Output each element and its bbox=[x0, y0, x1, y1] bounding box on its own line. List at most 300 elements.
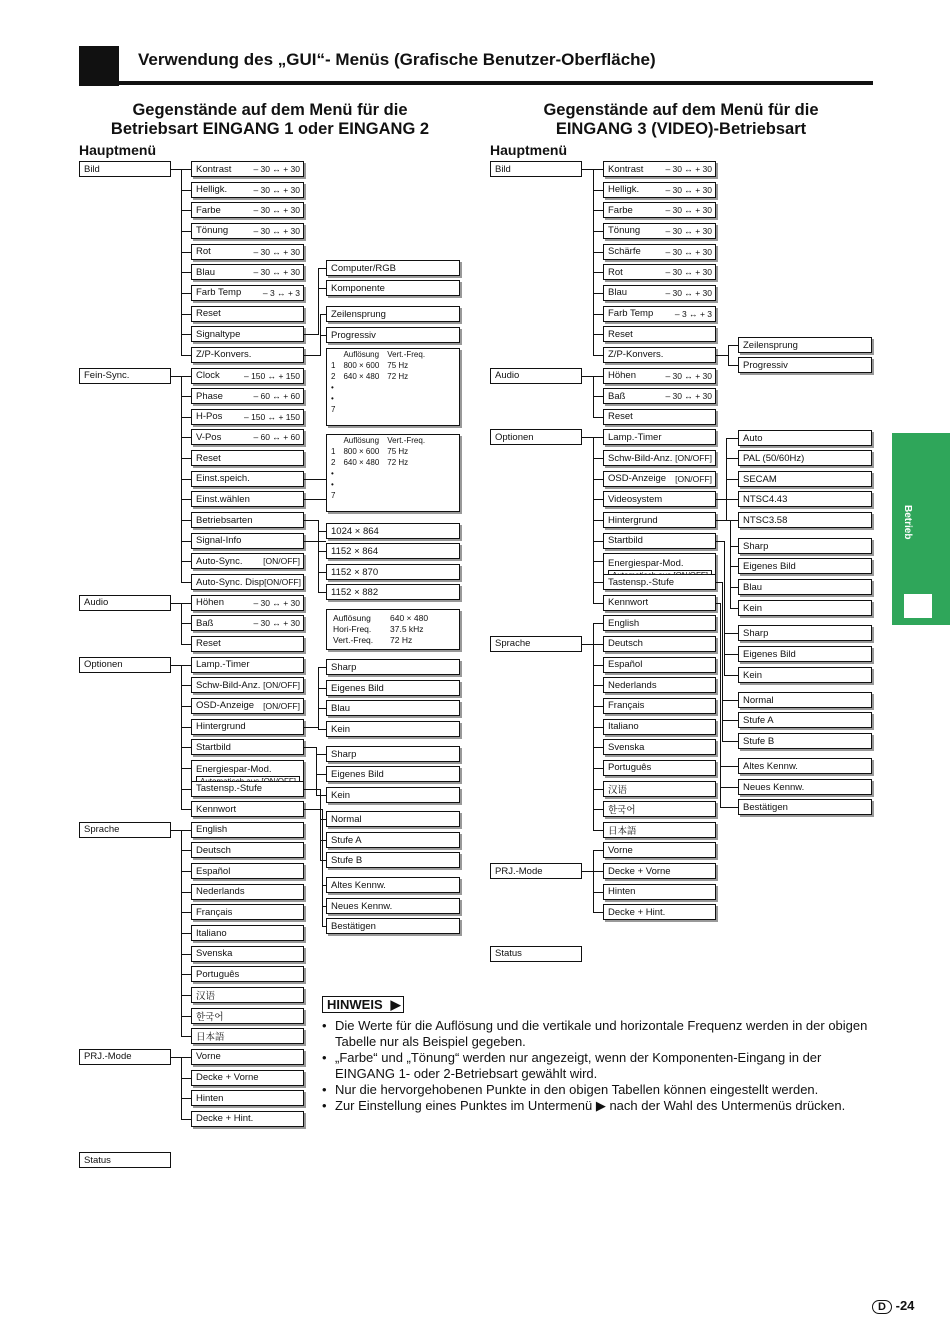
item-label: Blau bbox=[196, 266, 216, 278]
option-item[interactable] bbox=[738, 430, 872, 446]
page-title: Verwendung des „GUI“- Menüs (Grafische Benutzer-Oberfläche) bbox=[138, 50, 656, 69]
main-menu-status[interactable] bbox=[79, 1152, 171, 1168]
option-item[interactable] bbox=[738, 799, 872, 815]
item-label: Deutsch bbox=[196, 844, 231, 856]
connector-line bbox=[304, 355, 320, 356]
value-range: – 30 ↔ + 30 bbox=[253, 164, 300, 174]
item-label: Eigenes Bild bbox=[331, 768, 384, 780]
item-label: Höhen bbox=[196, 597, 224, 609]
item-label: Decke + Vorne bbox=[608, 865, 671, 877]
submenu-item[interactable] bbox=[191, 1090, 304, 1106]
connector-line bbox=[181, 314, 191, 315]
submenu-item[interactable] bbox=[191, 409, 304, 425]
submenu-item[interactable] bbox=[603, 904, 716, 920]
submenu-item[interactable] bbox=[603, 677, 716, 693]
submenu-item[interactable] bbox=[603, 657, 716, 673]
submenu-item[interactable] bbox=[603, 388, 716, 404]
submenu-item[interactable] bbox=[603, 698, 716, 714]
connector-line bbox=[593, 314, 603, 315]
value-range: – 30 ↔ + 30 bbox=[665, 225, 712, 236]
title-rule bbox=[79, 81, 873, 85]
item-label: Computer/RGB bbox=[331, 262, 396, 274]
item-label: Sharp bbox=[743, 540, 769, 552]
item-label: 한국어 bbox=[196, 1011, 224, 1023]
left-hauptmenu-label: Hauptmenü bbox=[79, 142, 156, 158]
option-item[interactable] bbox=[738, 450, 872, 466]
connector-line bbox=[181, 541, 191, 542]
value-range: – 3 ↔ + 3 bbox=[262, 287, 300, 298]
submenu-item[interactable] bbox=[191, 739, 304, 755]
option-item[interactable] bbox=[326, 523, 460, 539]
connector-line bbox=[593, 768, 603, 769]
connector-line bbox=[181, 1057, 182, 1120]
item-label: Z/P-Konvers. bbox=[196, 349, 252, 361]
submenu-item[interactable] bbox=[191, 161, 304, 177]
option-item[interactable] bbox=[738, 512, 872, 528]
submenu-item[interactable] bbox=[191, 285, 304, 301]
option-item[interactable] bbox=[738, 667, 872, 683]
item-label: Auto bbox=[743, 432, 763, 444]
item-label: Startbild bbox=[196, 741, 231, 753]
submenu-item[interactable] bbox=[191, 182, 304, 198]
connector-line bbox=[181, 892, 191, 893]
remote-hand-icon bbox=[79, 46, 119, 86]
item-label: Decke + Hint. bbox=[196, 1113, 254, 1125]
connector-line bbox=[593, 665, 603, 666]
item-label: Baß bbox=[196, 617, 214, 629]
submenu-item[interactable] bbox=[191, 781, 304, 797]
connector-line bbox=[593, 830, 603, 831]
right-hauptmenu-label: Hauptmenü bbox=[490, 142, 567, 158]
connector-line bbox=[593, 355, 603, 356]
connector-line bbox=[582, 644, 593, 645]
connector-line bbox=[181, 768, 191, 769]
item-label: Normal bbox=[743, 694, 774, 706]
submenu-item[interactable] bbox=[191, 884, 304, 900]
submenu-item[interactable] bbox=[191, 471, 304, 487]
submenu-item[interactable] bbox=[603, 285, 716, 301]
value-range: – 30 ↔ + 30 bbox=[253, 184, 300, 195]
connector-line bbox=[304, 747, 316, 748]
connector-line bbox=[720, 766, 738, 767]
option-item[interactable] bbox=[738, 491, 872, 507]
main-menu-bild[interactable] bbox=[490, 161, 582, 177]
option-item[interactable] bbox=[326, 564, 460, 580]
value-range: [ON/OFF] bbox=[675, 453, 712, 464]
connector-line bbox=[593, 809, 603, 810]
main-menu-feinsync[interactable] bbox=[79, 368, 171, 384]
connector-line bbox=[318, 667, 319, 730]
signal-info-panel bbox=[326, 609, 460, 650]
connector-line bbox=[322, 885, 326, 886]
submenu-item[interactable] bbox=[603, 161, 716, 177]
option-item[interactable] bbox=[738, 692, 872, 708]
item-label: Blau bbox=[743, 581, 763, 593]
submenu-item[interactable] bbox=[603, 347, 716, 363]
connector-line bbox=[716, 499, 726, 500]
connector-line bbox=[593, 685, 603, 686]
item-label: Eigenes Bild bbox=[743, 560, 796, 572]
submenu-item[interactable] bbox=[191, 1049, 304, 1065]
submenu-item[interactable] bbox=[603, 306, 716, 322]
main-menu-audio[interactable] bbox=[79, 595, 171, 611]
save-slots-table bbox=[326, 348, 460, 426]
option-item[interactable] bbox=[326, 584, 460, 600]
item-label: Kontrast bbox=[608, 163, 644, 175]
main-menu-bild[interactable] bbox=[79, 161, 171, 177]
submenu-item[interactable] bbox=[603, 863, 716, 879]
value-range: – 30 ↔ + 30 bbox=[253, 618, 300, 629]
value-range: – 60 ↔ + 60 bbox=[253, 391, 300, 402]
submenu-item[interactable] bbox=[191, 1111, 304, 1127]
item-label: 日本語 bbox=[196, 1032, 225, 1044]
item-label: Optionen bbox=[84, 659, 123, 671]
submenu-item[interactable] bbox=[191, 202, 304, 218]
signal-info-row: Hori-Freq. 37.5 kHz bbox=[333, 624, 424, 634]
submenu-item[interactable] bbox=[191, 223, 304, 239]
option-item[interactable] bbox=[326, 787, 460, 803]
connector-line bbox=[304, 479, 326, 480]
option-item[interactable] bbox=[738, 337, 872, 353]
submenu-item[interactable] bbox=[191, 1028, 304, 1044]
connector-line bbox=[181, 1057, 191, 1058]
item-label: PRJ.-Mode bbox=[84, 1051, 132, 1063]
connector-line bbox=[593, 520, 603, 521]
item-label: Kein bbox=[331, 789, 351, 801]
submenu-item[interactable] bbox=[603, 884, 716, 900]
connector-line bbox=[593, 499, 603, 500]
submenu-item[interactable] bbox=[191, 595, 304, 611]
submenu-item[interactable] bbox=[191, 904, 304, 920]
submenu-item[interactable] bbox=[603, 512, 716, 528]
main-menu-optionen[interactable] bbox=[79, 657, 171, 673]
connector-line bbox=[171, 665, 181, 666]
item-label: Vorne bbox=[608, 844, 633, 856]
connector-line bbox=[728, 365, 738, 366]
submenu-item[interactable] bbox=[191, 388, 304, 404]
option-item[interactable] bbox=[326, 746, 460, 762]
item-label: Sprache bbox=[495, 638, 531, 650]
connector-line bbox=[181, 293, 191, 294]
submenu-item[interactable] bbox=[603, 842, 716, 858]
submenu-item[interactable] bbox=[191, 615, 304, 631]
connector-line bbox=[593, 190, 603, 191]
submenu-item[interactable] bbox=[603, 636, 716, 652]
connector-line bbox=[593, 582, 603, 583]
submenu-item[interactable] bbox=[191, 946, 304, 962]
main-menu-prjmode[interactable] bbox=[490, 863, 582, 879]
submenu-item[interactable] bbox=[191, 863, 304, 879]
item-label: Startbild bbox=[608, 535, 643, 547]
submenu-item[interactable] bbox=[191, 326, 304, 342]
connector-line bbox=[724, 541, 725, 676]
item-label: Hinten bbox=[196, 1092, 224, 1104]
note-item: • „Farbe“ und „Tönung“ werden nur angezeigt, wenn der Komponenten-Eingang in der EINGANG 1- oder 2-Betriebsart gewählt wird. bbox=[322, 1050, 874, 1082]
connector-line bbox=[181, 954, 191, 955]
value-range: [ON/OFF] bbox=[264, 577, 301, 587]
submenu-item[interactable] bbox=[191, 429, 304, 445]
connector-line bbox=[171, 169, 181, 170]
item-label: Helligk. bbox=[196, 184, 228, 196]
connector-line bbox=[593, 458, 603, 459]
submenu-item[interactable] bbox=[191, 987, 304, 1003]
submenu-item[interactable] bbox=[603, 739, 716, 755]
option-item[interactable] bbox=[326, 260, 460, 276]
item-label: Tönung bbox=[196, 225, 229, 237]
submenu-item[interactable] bbox=[603, 471, 716, 487]
option-item[interactable] bbox=[326, 766, 460, 782]
item-label: Reset bbox=[196, 638, 221, 650]
connector-line bbox=[181, 685, 191, 686]
connector-line bbox=[316, 795, 326, 796]
option-item[interactable] bbox=[326, 832, 460, 848]
submenu-item[interactable] bbox=[191, 512, 304, 528]
connector-line bbox=[181, 1119, 191, 1120]
page-letter: D bbox=[872, 1300, 892, 1314]
item-label: Status bbox=[84, 1154, 111, 1166]
connector-line bbox=[724, 654, 738, 655]
submenu-item[interactable] bbox=[191, 533, 304, 549]
connector-line bbox=[593, 541, 603, 542]
submenu-item[interactable] bbox=[191, 842, 304, 858]
option-item[interactable] bbox=[738, 600, 872, 616]
submenu-item[interactable] bbox=[191, 450, 304, 466]
connector-line bbox=[304, 499, 326, 500]
option-item[interactable] bbox=[326, 327, 460, 343]
item-label: 1152 × 882 bbox=[331, 586, 379, 598]
option-item[interactable] bbox=[326, 543, 460, 559]
item-label: Kontrast bbox=[196, 163, 232, 175]
connector-line bbox=[593, 850, 603, 851]
option-item[interactable] bbox=[738, 733, 872, 749]
connector-line bbox=[720, 603, 721, 808]
submenu-item[interactable] bbox=[191, 264, 304, 280]
option-item[interactable] bbox=[326, 680, 460, 696]
resolution-table: Auflösung Vert.-Freq. 1 800 × 600 75 Hz 2 640 × 480 72 Hz • • 7 bbox=[331, 350, 426, 414]
page-num: -24 bbox=[895, 1298, 915, 1313]
submenu-item[interactable] bbox=[603, 326, 716, 342]
option-item[interactable] bbox=[326, 918, 460, 934]
connector-line bbox=[593, 727, 603, 728]
connector-line bbox=[593, 871, 603, 872]
connector-line bbox=[181, 252, 191, 253]
submenu-item[interactable] bbox=[191, 657, 304, 673]
submenu-item[interactable] bbox=[191, 822, 304, 838]
connector-line bbox=[730, 587, 738, 588]
item-label: Vorne bbox=[196, 1051, 221, 1063]
connector-line bbox=[181, 417, 191, 418]
page-number bbox=[872, 1298, 914, 1314]
option-item[interactable] bbox=[738, 758, 872, 774]
option-item[interactable] bbox=[326, 306, 460, 322]
submenu-item[interactable] bbox=[191, 553, 304, 569]
submenu-item[interactable] bbox=[603, 223, 716, 239]
item-label: Blau bbox=[608, 287, 628, 299]
submenu-item[interactable] bbox=[603, 202, 716, 218]
submenu-item[interactable] bbox=[191, 925, 304, 941]
submenu-item[interactable] bbox=[191, 966, 304, 982]
item-label: Betriebsarten bbox=[196, 514, 253, 526]
item-label: Kennwort bbox=[196, 803, 237, 815]
submenu-item[interactable] bbox=[603, 264, 716, 280]
main-menu-status[interactable] bbox=[490, 946, 582, 962]
connector-line bbox=[318, 531, 326, 532]
item-label: Nederlands bbox=[196, 886, 245, 898]
connector-line bbox=[728, 345, 729, 366]
value-range: [ON/OFF] bbox=[263, 700, 300, 711]
submenu-item[interactable] bbox=[603, 615, 716, 631]
note-item: • Nur die hervorgehobenen Punkte in den obigen Tabellen können eingestellt werden. bbox=[322, 1082, 874, 1098]
submenu-item[interactable] bbox=[191, 306, 304, 322]
submenu-item[interactable] bbox=[191, 1070, 304, 1086]
submenu-item[interactable] bbox=[603, 368, 716, 384]
item-label: Eigenes Bild bbox=[331, 682, 384, 694]
connector-line bbox=[318, 288, 326, 289]
submenu-item[interactable] bbox=[603, 244, 716, 260]
option-item[interactable] bbox=[326, 898, 460, 914]
submenu-item[interactable] bbox=[603, 429, 716, 445]
item-label: Schw-Bild-Anz. bbox=[196, 679, 261, 691]
item-label: Kennwort bbox=[608, 597, 649, 609]
connector-line bbox=[171, 830, 181, 831]
item-label: Neues Kennw. bbox=[743, 781, 805, 793]
connector-line bbox=[582, 437, 593, 438]
submenu-item[interactable] bbox=[191, 1008, 304, 1024]
submenu-item[interactable] bbox=[603, 409, 716, 425]
item-label: Sharp bbox=[331, 661, 357, 673]
item-label: NTSC4.43 bbox=[743, 493, 788, 505]
submenu-item[interactable] bbox=[603, 760, 716, 776]
connector-line bbox=[181, 231, 191, 232]
item-label: Signaltype bbox=[196, 328, 241, 340]
connector-line bbox=[716, 355, 728, 356]
value-range: – 30 ↔ + 30 bbox=[665, 246, 712, 257]
connector-line bbox=[181, 376, 191, 377]
connector-line bbox=[181, 789, 191, 790]
main-menu-optionen[interactable] bbox=[490, 429, 582, 445]
submenu-item[interactable] bbox=[603, 595, 716, 611]
option-item[interactable] bbox=[738, 471, 872, 487]
submenu-item[interactable] bbox=[603, 533, 716, 549]
connector-line bbox=[181, 747, 191, 748]
item-label: Status bbox=[495, 948, 522, 960]
submenu-item[interactable] bbox=[603, 801, 716, 817]
submenu-item[interactable] bbox=[191, 368, 304, 384]
connector-line bbox=[593, 603, 603, 604]
submenu-item[interactable] bbox=[191, 574, 304, 590]
submenu-item[interactable] bbox=[191, 719, 304, 735]
option-item[interactable] bbox=[738, 712, 872, 728]
connector-line bbox=[318, 708, 326, 709]
option-item[interactable] bbox=[326, 811, 460, 827]
item-label: Español bbox=[196, 865, 231, 877]
item-label: Einst.speich. bbox=[196, 473, 250, 485]
submenu-item[interactable] bbox=[191, 491, 304, 507]
connector-line bbox=[730, 546, 738, 547]
option-item[interactable] bbox=[738, 779, 872, 795]
connector-line bbox=[318, 551, 326, 552]
option-item[interactable] bbox=[326, 721, 460, 737]
option-item[interactable] bbox=[326, 852, 460, 868]
option-item[interactable] bbox=[738, 538, 872, 554]
option-item[interactable] bbox=[326, 700, 460, 716]
connector-line bbox=[316, 774, 326, 775]
option-item[interactable] bbox=[738, 579, 872, 595]
arrow-icon: ▶ bbox=[390, 997, 401, 1012]
notes-list bbox=[322, 1018, 874, 1114]
submenu-item[interactable] bbox=[603, 781, 716, 797]
option-item[interactable] bbox=[326, 659, 460, 675]
item-label: Lamp.-Timer bbox=[196, 659, 250, 671]
item-label: Français bbox=[608, 700, 645, 712]
item-label: Rot bbox=[608, 266, 623, 278]
item-label: 汉语 bbox=[196, 991, 216, 1002]
main-menu-sprache[interactable] bbox=[79, 822, 171, 838]
submenu-item[interactable] bbox=[603, 182, 716, 198]
item-label: Bild bbox=[495, 163, 511, 175]
connector-line bbox=[318, 667, 326, 668]
connector-line bbox=[181, 169, 191, 170]
connector-line bbox=[593, 644, 603, 645]
connector-line bbox=[181, 974, 191, 975]
submenu-item[interactable] bbox=[603, 719, 716, 735]
submenu-item[interactable] bbox=[191, 801, 304, 817]
submenu-item[interactable] bbox=[191, 347, 304, 363]
item-label: Stufe B bbox=[331, 854, 363, 866]
main-menu-sprache[interactable] bbox=[490, 636, 582, 652]
option-item[interactable] bbox=[326, 877, 460, 893]
option-item[interactable] bbox=[738, 625, 872, 641]
item-label: OSD-Anzeige bbox=[196, 700, 255, 712]
item-label: 1024 × 864 bbox=[331, 525, 379, 537]
connector-line bbox=[181, 582, 191, 583]
submenu-item[interactable] bbox=[603, 491, 716, 507]
connector-line bbox=[181, 871, 191, 872]
item-label: Sprache bbox=[84, 824, 120, 836]
submenu-item[interactable] bbox=[191, 698, 304, 714]
connector-line bbox=[318, 268, 319, 335]
connector-line bbox=[722, 720, 738, 721]
submenu-item[interactable] bbox=[603, 450, 716, 466]
item-label: Hintergrund bbox=[608, 514, 658, 526]
submenu-item[interactable] bbox=[191, 244, 304, 260]
submenu-item[interactable] bbox=[191, 677, 304, 693]
main-menu-prjmode[interactable] bbox=[79, 1049, 171, 1065]
item-label: Zeilensprung bbox=[331, 308, 386, 320]
connector-line bbox=[593, 396, 603, 397]
item-label: Español bbox=[608, 659, 643, 671]
connector-line bbox=[726, 438, 738, 439]
item-label: Reset bbox=[608, 411, 633, 423]
connector-line bbox=[181, 1078, 191, 1079]
connector-line bbox=[318, 268, 326, 269]
connector-line bbox=[304, 727, 318, 728]
submenu-item[interactable] bbox=[603, 574, 716, 590]
submenu-item[interactable] bbox=[603, 822, 716, 838]
submenu-item[interactable] bbox=[191, 636, 304, 652]
option-item[interactable] bbox=[326, 280, 460, 296]
option-item[interactable] bbox=[738, 558, 872, 574]
option-item[interactable] bbox=[738, 646, 872, 662]
connector-line bbox=[582, 169, 593, 170]
item-label: 日本語 bbox=[608, 825, 637, 837]
value-range: – 30 ↔ + 30 bbox=[253, 267, 300, 278]
main-menu-audio[interactable] bbox=[490, 368, 582, 384]
connector-line bbox=[181, 665, 191, 666]
connector-line bbox=[593, 623, 603, 624]
option-item[interactable] bbox=[738, 357, 872, 373]
left-heading bbox=[80, 101, 460, 139]
